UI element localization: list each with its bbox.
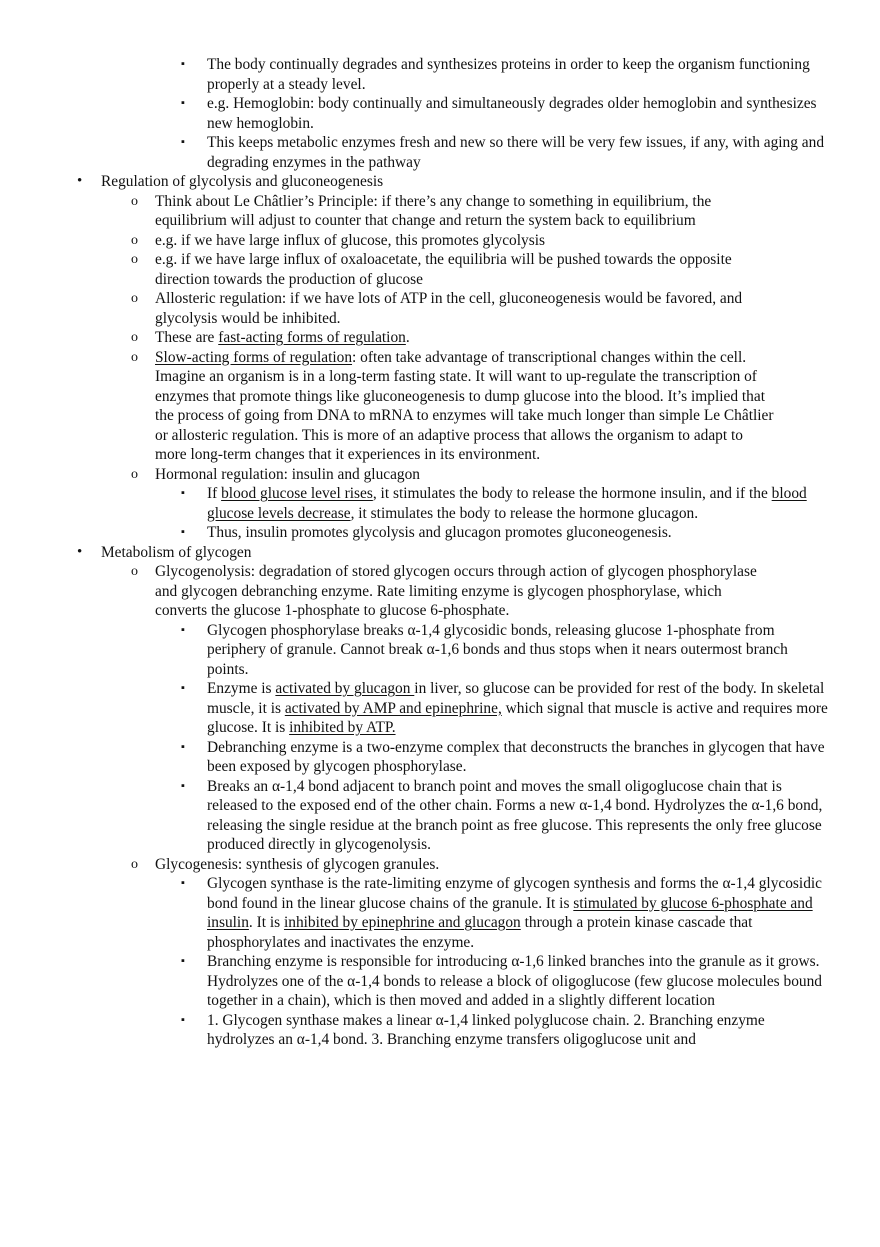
- list-item: [0, 562, 880, 855]
- list-item: [0, 1011, 880, 1050]
- list-item: [0, 55, 880, 94]
- underlined-term: blood glucose level rises: [221, 485, 373, 502]
- underlined-term: Slow-acting forms of regulation: [155, 348, 353, 366]
- item-text: 1. Glycogen synthase makes a linear α-1,4 linked polyglucose chain. 2. Branching enzyme hydrolyzes an α-1,4 bond. 3. Branching enzyme transfers oligoglucose unit and: [207, 1011, 765, 1048]
- sub-sub-list: [155, 621, 880, 855]
- square-bullet-icon: ▪: [181, 877, 185, 889]
- item-text: Debranching enzyme is a two-enzyme complex that deconstructs the branches in glycogen that have been exposed by glycogen phosphorylase.: [207, 738, 825, 775]
- item-text: Thus, insulin promotes glycolysis and glucagon promotes gluconeogenesis.: [207, 524, 672, 541]
- item-text: Glycogenesis: synthesis of glycogen granules.: [155, 855, 440, 873]
- list-item: [0, 289, 880, 328]
- square-bullet-icon: ▪: [181, 623, 185, 636]
- underlined-term: inhibited by ATP.: [289, 719, 396, 736]
- item-text: Think about Le Châtlier’s Principle: if there’s any change to something in equilibrium, the equilibrium will adjust to counter that change and return the system back to equilibrium: [155, 192, 712, 229]
- item-text: e.g. if we have large influx of glucose, this promotes glycolysis: [155, 231, 545, 249]
- list-item: [0, 874, 880, 952]
- item-text: If blood glucose level rises, it stimulates the body to release the hormone insulin, and if the blood glucose levels decrease, it stimulates the body to release the hormone glucagon.: [207, 485, 807, 522]
- list-item: [0, 952, 880, 1011]
- square-bullet-icon: ▪: [181, 682, 185, 694]
- underlined-term: activated by glucagon: [275, 680, 415, 697]
- intro-list: [0, 55, 880, 172]
- item-text: Allosteric regulation: if we have lots of ATP in the cell, gluconeogenesis would be favored, and glycolysis would be inhibited.: [155, 290, 743, 327]
- item-text: Hormonal regulation: insulin and glucagon: [155, 465, 421, 483]
- underlined-term: inhibited by epinephrine and glucagon: [283, 914, 521, 931]
- item-text: Glycogen phosphorylase breaks α-1,4 glycosidic bonds, releasing glucose 1-phosphate from periphery of granule. Cannot break α-1,6 bonds and thus stops when it nears outermost branch points.: [207, 621, 788, 678]
- square-bullet-icon: ▪: [181, 779, 185, 792]
- item-text: These are fast-acting forms of regulation.: [155, 329, 410, 346]
- item-text: Slow-acting forms of regulation: often take advantage of transcriptional changes within the cell. Imagine an organism is in a long-term fasting state. It will want to up-regulate the transcription of enzymes that promote things like gluconeogenesis to dump glucose into the blood. It’s implied that the process of going from DNA to mRNA to enzymes will take much longer than simple Le Châtlier or allosteric regulation. This is more of an adaptive process that allows the organism to adapt to more long-term changes that it experiences in its environment.: [155, 348, 774, 463]
- list-item: [0, 484, 880, 523]
- list-item: [0, 192, 880, 231]
- sub-list: [101, 562, 880, 1050]
- circle-bullet-icon: o: [131, 856, 138, 872]
- circle-bullet-icon: o: [131, 466, 138, 482]
- square-bullet-icon: ▪: [181, 526, 185, 538]
- circle-bullet-icon: o: [131, 564, 138, 579]
- square-bullet-icon: ▪: [181, 58, 185, 70]
- item-text: e.g. if we have large influx of oxaloacetate, the equilibria will be pushed towards the opposite direction towards the production of glucose: [155, 251, 732, 288]
- underlined-term: stimulated by glucose 6-phosphate and insulin: [207, 894, 813, 931]
- section-title: Metabolism of glycogen: [101, 543, 252, 561]
- sub-sub-list: [155, 874, 880, 1050]
- square-bullet-icon: ▪: [181, 955, 185, 967]
- underlined-term: blood glucose levels decrease: [207, 485, 807, 522]
- round-bullet-icon: •: [77, 173, 83, 189]
- item-text: Breaks an α-1,4 bond adjacent to branch point and moves the small oligoglucose chain that is released to the exposed end of the other chain. Forms a new α-1,4 bond. Hydrolyzes the α-1,6 bond, releasing the single residue at the branch point as free glucose. This represents the only free glucose produced directly in glycogenolysis.: [207, 777, 823, 853]
- list-item: [0, 855, 880, 1050]
- square-bullet-icon: ▪: [181, 97, 185, 109]
- list-item: [0, 94, 880, 133]
- section-title: Regulation of glycolysis and gluconeogenesis: [101, 173, 384, 190]
- list-item: [0, 523, 880, 543]
- list-item: [0, 465, 880, 543]
- circle-bullet-icon: o: [131, 330, 138, 345]
- underlined-term: fast-acting forms of regulation: [218, 329, 406, 346]
- section-list: [0, 172, 880, 1050]
- list-item: [0, 621, 880, 680]
- list-item: [0, 250, 880, 289]
- section-glycogen: [0, 543, 880, 1050]
- item-text: Enzyme is activated by glucagon in liver, so glucose can be provided for rest of the body. In skeletal muscle, it is activated by AMP and epinephrine, which signal that muscle is active and requires more glucose. It is inhibited by ATP.: [207, 680, 828, 736]
- square-bullet-icon: ▪: [181, 487, 185, 499]
- circle-bullet-icon: o: [131, 193, 138, 209]
- square-bullet-icon: ▪: [181, 136, 185, 148]
- list-item: [0, 679, 880, 738]
- circle-bullet-icon: o: [131, 349, 138, 365]
- sub-list: [101, 192, 880, 543]
- item-text: e.g. Hemoglobin: body continually and simultaneously degrades older hemoglobin and synthesizes new hemoglobin.: [207, 95, 817, 132]
- circle-bullet-icon: o: [131, 232, 138, 248]
- circle-bullet-icon: o: [131, 252, 138, 267]
- section-regulation: [0, 172, 880, 543]
- document-page: [0, 55, 880, 1050]
- list-item: [0, 328, 880, 348]
- round-bullet-icon: •: [77, 543, 83, 560]
- item-text: Glycogenolysis: degradation of stored glycogen occurs through action of glycogen phosphorylase and glycogen debranching enzyme. Rate limiting enzyme is glycogen phosphorylase, which converts the glucose 1-phosphate to glucose 6-phosphate.: [155, 563, 757, 619]
- list-item: [0, 777, 880, 855]
- underlined-term: activated by AMP and epinephrine,: [284, 699, 502, 717]
- item-text: Branching enzyme is responsible for introducing α-1,6 linked branches into the granule as it grows. Hydrolyzes one of the α-1,4 bonds to release a block of oligoglucose (few glucose molecules bound together in a chain), which is then moved and added in a slightly different location: [207, 953, 822, 1009]
- square-bullet-icon: ▪: [181, 1013, 185, 1026]
- list-item: [0, 133, 880, 172]
- item-text: The body continually degrades and synthesizes proteins in order to keep the organism functioning properly at a steady level.: [207, 56, 810, 93]
- item-text: This keeps metabolic enzymes fresh and new so there will be very few issues, if any, with aging and degrading enzymes in the pathway: [207, 134, 825, 171]
- list-item: [0, 348, 880, 465]
- sub-sub-list: [155, 484, 880, 543]
- circle-bullet-icon: o: [131, 291, 138, 306]
- item-text: Glycogen synthase is the rate-limiting enzyme of glycogen synthesis and forms the α-1,4 glycosidic bond found in the linear glucose chains of the granule. It is stimulated by glucose 6-phosphate and insulin. It is inhibited by epinephrine and glucagon through a protein kinase cascade that phosphorylates and inactivates the enzyme.: [207, 875, 823, 951]
- list-item: [0, 738, 880, 777]
- square-bullet-icon: ▪: [181, 740, 185, 753]
- list-item: [0, 231, 880, 251]
